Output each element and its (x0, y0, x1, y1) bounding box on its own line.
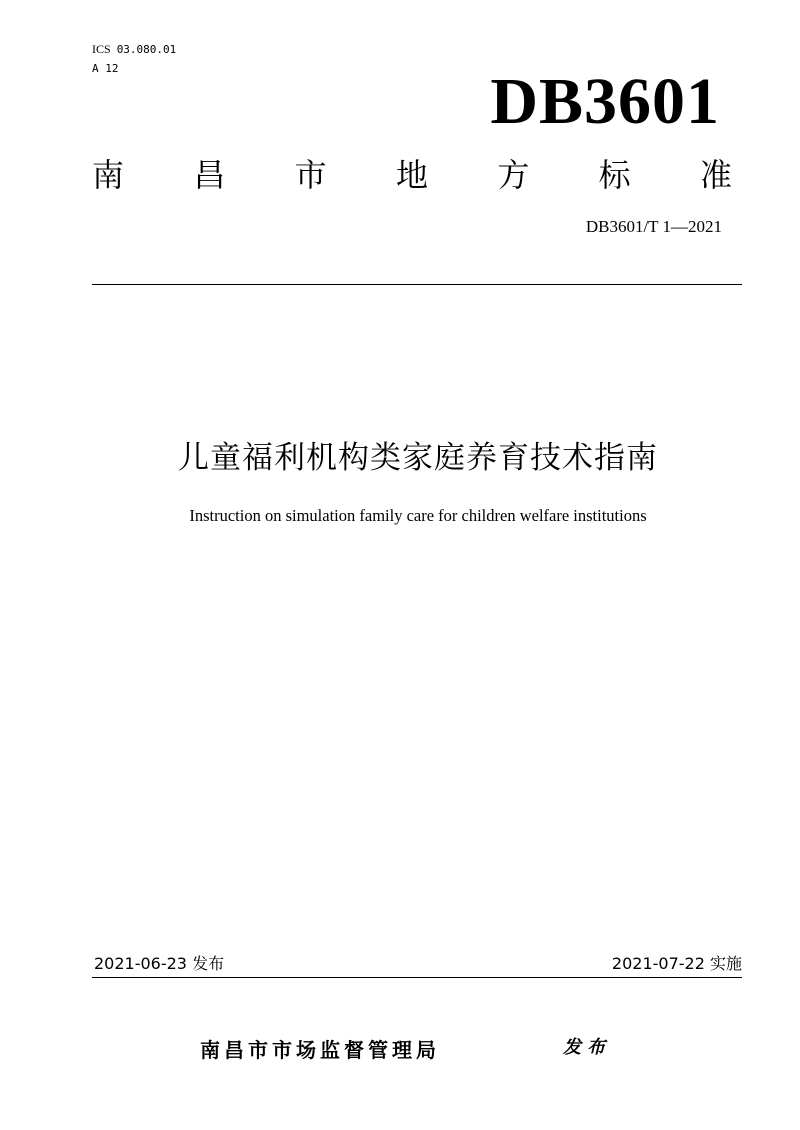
ics-code (92, 40, 176, 59)
bottom-divider (92, 977, 742, 978)
standard-number: DB3601/T 1—2021 (585, 217, 722, 236)
issue-label: 发布 (563, 1037, 611, 1058)
ics-label: ICS (92, 42, 111, 56)
standard-name-char: 昌 (193, 156, 226, 194)
implement-date: 2021-07-22 实施 (611, 954, 742, 973)
standard-name-char: 南 (92, 156, 125, 194)
standard-name-char: 方 (497, 156, 530, 194)
db-code-heading: DB3601 (490, 65, 720, 138)
document-title-chinese: 儿童福利机构类家庭养育技术指南 (178, 440, 658, 476)
standard-type-name (92, 152, 732, 198)
standard-name-char: 地 (395, 156, 428, 194)
publish-date: 2021-06-23 发布 (94, 954, 225, 973)
standard-name-char: 标 (598, 156, 631, 194)
classification-code: A 12 (92, 62, 119, 75)
ics-number: 03.080.01 (116, 43, 177, 56)
standard-name-char: 准 (699, 156, 732, 194)
top-divider (92, 284, 742, 285)
issuing-authority: 南昌市市场监督管理局 (200, 1038, 440, 1062)
standard-name-char: 市 (294, 156, 327, 194)
document-title-english: Instruction on simulation family care for children welfare institutions (189, 506, 647, 525)
